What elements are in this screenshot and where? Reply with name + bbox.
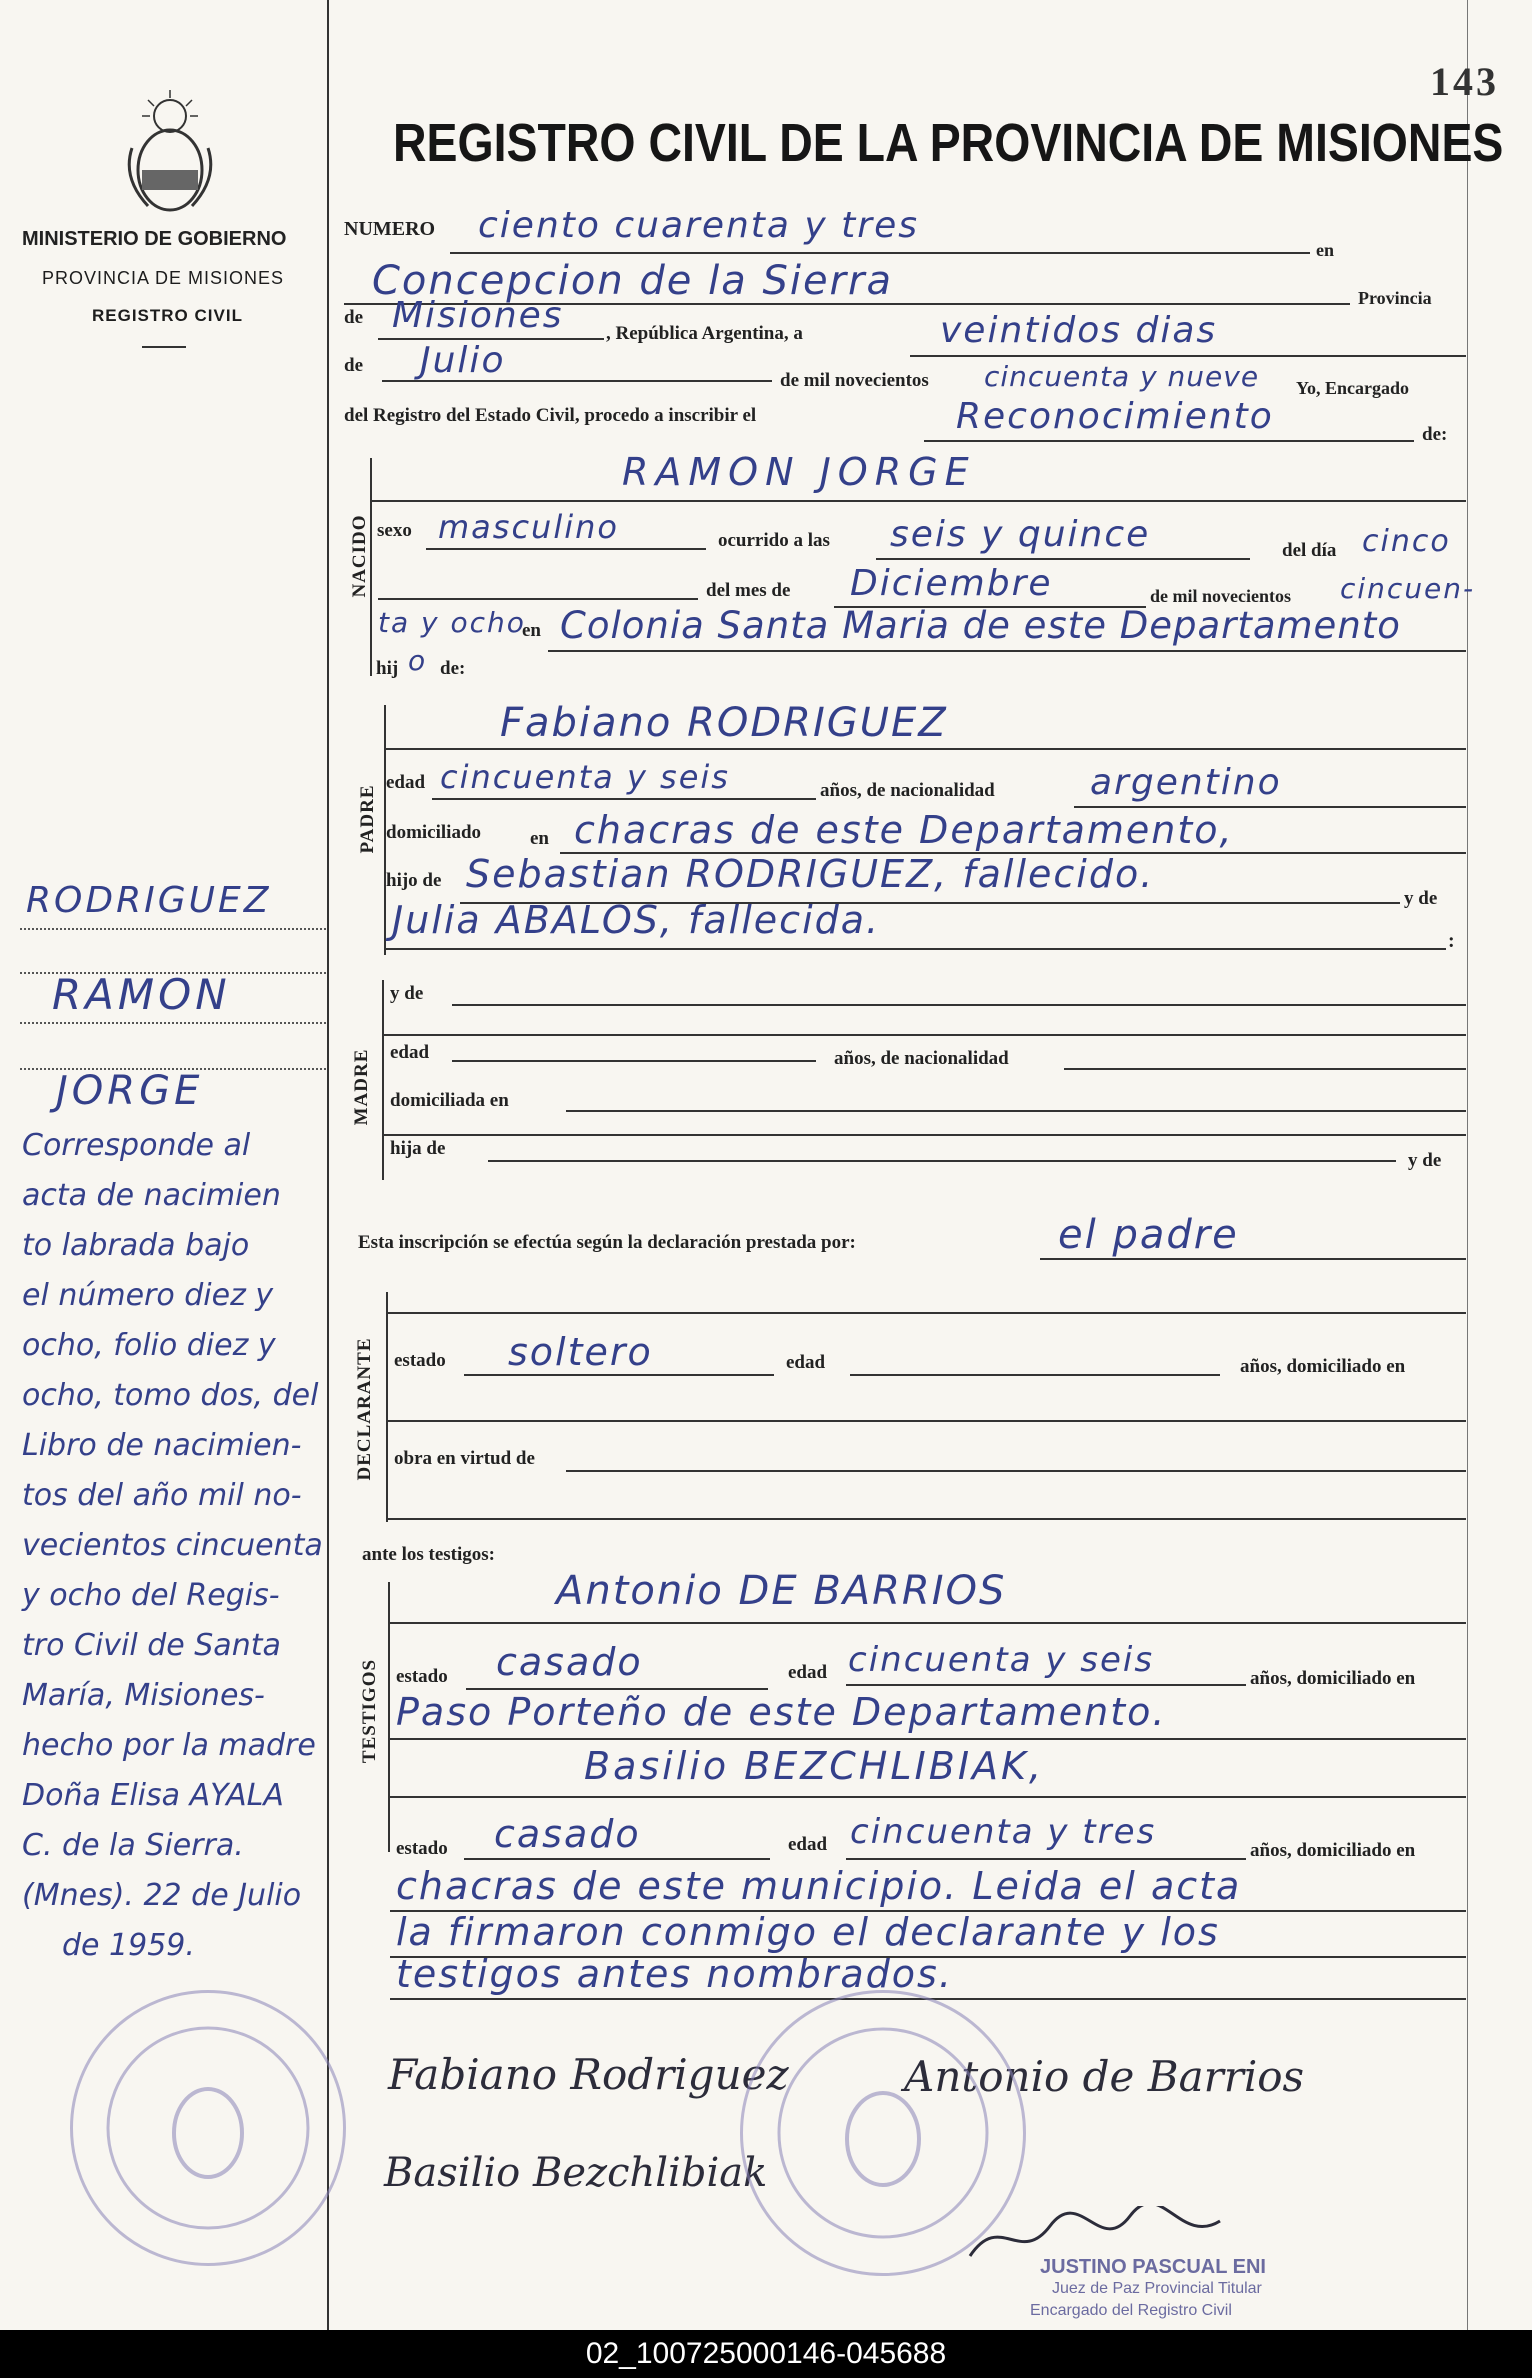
label-madre-y-de-2: y de	[1408, 1150, 1442, 1171]
line-testigo1-nombre	[390, 1622, 1466, 1624]
entry-padre-domicilio: chacras de este Departamento,	[574, 808, 1234, 852]
entry-testigo1-estado: casado	[496, 1640, 643, 1684]
label-nacido: NACIDO	[349, 514, 370, 598]
label-padre-hijo-de: hijo de	[386, 870, 442, 891]
label-de-2b: de:	[440, 658, 466, 679]
entry-nombre: RAMON JORGE	[622, 450, 976, 494]
entry-testigo1-edad: cincuenta y seis	[848, 1640, 1155, 1680]
label-declarante-estado: estado	[394, 1350, 446, 1371]
coat-of-arms-emblem	[118, 88, 222, 218]
line-obra	[566, 1470, 1466, 1472]
label-testigo2-dom: años, domiciliado en	[1250, 1840, 1416, 1861]
label-madre-nac: años, de nacionalidad	[834, 1048, 1009, 1069]
ministry-province: PROVINCIA DE MISIONES	[42, 268, 285, 288]
label-de-mil: de mil novecientos	[780, 370, 929, 391]
image-id-footer: 02_100725000146-045688	[0, 2330, 1532, 2378]
margin-rule	[327, 0, 329, 2330]
label-provincia: Provincia	[1358, 288, 1432, 308]
label-de-colon: de:	[1422, 424, 1448, 445]
label-republica: , República Argentina, a	[606, 323, 803, 344]
ministry-divider	[142, 346, 186, 348]
label-padre: PADRE	[357, 784, 378, 854]
label-del-mes: del mes de	[706, 580, 791, 601]
label-en-2: en	[522, 620, 541, 641]
entry-testigo1-nombre: Antonio DE BARRIOS	[556, 1568, 1007, 1614]
document-title: REGISTRO CIVIL DE LA PROVINCIA DE MISIONES	[393, 113, 1504, 173]
entry-mes-nac: Diciembre	[850, 563, 1053, 604]
label-padre-nac: años, de nacionalidad	[820, 780, 995, 801]
entry-padre-edad: cincuenta y seis	[440, 758, 730, 796]
margin-line: de 1959.	[62, 1928, 195, 1963]
entry-declarante: el padre	[1058, 1212, 1239, 1258]
line-declarante-dom	[388, 1420, 1466, 1422]
margin-line: ocho, tomo dos, del	[22, 1378, 319, 1413]
line-declarante-estado	[464, 1374, 774, 1376]
label-testigo1-estado: estado	[396, 1666, 448, 1687]
label-padre-domicilio: domiciliado	[386, 822, 482, 843]
page-number: 143	[1430, 59, 1499, 104]
margin-surname: RODRIGUEZ	[26, 880, 272, 921]
margin-line: vecientos cincuenta	[22, 1528, 323, 1563]
official-stamp-title: Juez de Paz Provincial Titular	[1052, 2280, 1262, 2297]
label-testigo2-edad: edad	[788, 1834, 828, 1855]
madre-bracket	[382, 980, 384, 1180]
line-nombre	[372, 500, 1466, 502]
signature-padre: Fabiano Rodriguez	[388, 2050, 789, 2099]
line-testigo2-estado	[464, 1858, 770, 1860]
entry-declarante-estado: soltero	[508, 1330, 653, 1374]
declarante-bracket	[386, 1292, 388, 1522]
label-madre-domicilio: domiciliada en	[390, 1090, 509, 1111]
entry-padre-nacionalidad: argentino	[1090, 762, 1282, 803]
margin-line: y ocho del Regis-	[22, 1578, 280, 1613]
label-yo: Yo, Encargado	[1296, 378, 1410, 398]
line-madre-edad	[452, 1060, 816, 1062]
registry-stamp-center	[740, 1990, 1026, 2276]
entry-padre-madre: Julia ABALOS, fallecida.	[392, 898, 881, 942]
label-ocurrido: ocurrido a las	[718, 530, 830, 551]
label-declarante-dom: años, domiciliado en	[1240, 1356, 1406, 1377]
line-mes	[382, 380, 772, 382]
line-madre-y-de	[452, 1004, 1466, 1006]
margin-line: (Mnes). 22 de Julio	[22, 1878, 302, 1913]
official-stamp-role: Encargado del Registro Civil	[1030, 2302, 1232, 2319]
entry-cierre-3: testigos antes nombrados.	[396, 1952, 953, 1996]
ministry-registry: REGISTRO CIVIL	[92, 306, 243, 325]
entry-testigo2-edad: cincuenta y tres	[850, 1812, 1157, 1852]
line-madre-domicilio	[566, 1110, 1466, 1112]
line-testigo2-nombre	[390, 1796, 1466, 1798]
signature-testigo1: Antonio de Barrios	[904, 2052, 1305, 2101]
margin-dots-3	[20, 1022, 326, 1024]
entry-anio-nac-2: ta y ocho	[378, 606, 526, 639]
line-lugar-nac	[548, 650, 1466, 652]
signature-testigo2: Basilio Bezchlibiak	[384, 2150, 768, 2196]
label-madre-hija-de: hija de	[390, 1138, 446, 1159]
line-declarante-edad	[850, 1374, 1220, 1376]
entry-hijo-suffix: o	[408, 644, 428, 677]
line-numero	[450, 252, 1310, 254]
line-declarante-nombre	[388, 1312, 1466, 1314]
margin-name-1: RAMON	[52, 970, 231, 1019]
line-padre-madre	[386, 948, 1446, 950]
margin-line: tos del año mil no-	[22, 1478, 302, 1513]
entry-provincia: Misiones	[392, 295, 564, 336]
margin-line: Corresponde al	[22, 1128, 251, 1163]
label-ante: ante los testigos:	[362, 1544, 495, 1565]
margin-line: ocho, folio diez y	[22, 1328, 276, 1363]
margin-line: Doña Elisa AYALA	[22, 1778, 284, 1813]
margin-line: el número diez y	[22, 1278, 274, 1313]
label-padre-y-de: y de	[1404, 888, 1438, 909]
line-testigo1-edad	[846, 1684, 1246, 1686]
entry-mes: Julio	[420, 340, 506, 381]
margin-line: to labrada bajo	[22, 1228, 250, 1263]
entry-cierre-2: la firmaron conmigo el declarante y los	[396, 1910, 1220, 1954]
label-sexo: sexo	[377, 520, 412, 541]
margin-line: acta de nacimien	[22, 1178, 281, 1213]
label-hijo: hij	[376, 658, 399, 679]
line-dia-nac	[378, 598, 698, 600]
line-madre-nombre	[384, 1034, 1466, 1036]
label-en: en	[1316, 240, 1334, 260]
margin-line: hecho por la madre	[22, 1728, 316, 1763]
entry-anio-nac-1: cincuen-	[1340, 572, 1476, 605]
entry-testigo1-domicilio: Paso Porteño de este Departamento.	[396, 1690, 1167, 1734]
label-padre-edad: edad	[386, 772, 426, 793]
label-numero: NUMERO	[344, 218, 436, 240]
entry-numero: ciento cuarenta y tres	[478, 205, 919, 246]
label-del-dia: del día	[1282, 540, 1337, 561]
label-testigo2-estado: estado	[396, 1838, 448, 1859]
entry-dia-nac: cinco	[1362, 524, 1451, 559]
line-padre-edad	[432, 798, 816, 800]
line-sexo	[426, 548, 706, 550]
margin-line: Libro de nacimien-	[22, 1428, 302, 1463]
label-declarante-edad: edad	[786, 1352, 826, 1373]
right-edge-rule	[1467, 0, 1468, 2330]
label-registro: del Registro del Estado Civil, procedo a inscribir el	[344, 405, 757, 426]
margin-line: María, Misiones-	[22, 1678, 265, 1713]
entry-acto: Reconocimiento	[956, 396, 1274, 437]
entry-dia: veintidos dias	[940, 310, 1218, 351]
entry-lugar-nac: Colonia Santa Maria de este Departamento	[560, 604, 1401, 647]
label-madre-y-de: y de	[390, 983, 424, 1004]
official-stamp-name: JUSTINO PASCUAL ENI	[1040, 2256, 1266, 2278]
margin-dots-1	[20, 928, 326, 930]
ministry-name: MINISTERIO DE GOBIERNO	[22, 228, 287, 250]
line-hora	[876, 558, 1250, 560]
label-testigo1-dom: años, domiciliado en	[1250, 1668, 1416, 1689]
line-obra-2	[388, 1518, 1466, 1520]
line-dia	[910, 355, 1466, 357]
line-acto	[924, 440, 1414, 442]
label-testigo1-edad: edad	[788, 1662, 828, 1683]
line-testigo2-edad	[846, 1858, 1246, 1860]
line-declarante	[1040, 1258, 1466, 1260]
label-madre: MADRE	[351, 1048, 372, 1126]
entry-sexo: masculino	[438, 508, 619, 546]
line-madre-nac	[1064, 1068, 1466, 1070]
label-testigos: TESTIGOS	[359, 1658, 380, 1764]
line-madre-hija-de	[488, 1160, 1396, 1162]
label-de-2: de	[344, 355, 363, 376]
label-madre-edad: edad	[390, 1042, 430, 1063]
label-colon: :	[1448, 930, 1455, 952]
entry-anio: cincuenta y nueve	[984, 360, 1260, 393]
entry-padre-hijo-de: Sebastian RODRIGUEZ, fallecido.	[466, 852, 1155, 896]
label-de-1: de	[344, 307, 363, 328]
label-padre-en: en	[530, 828, 549, 849]
label-de-mil-2: de mil novecientos	[1150, 586, 1291, 606]
line-padre-nombre	[386, 748, 1466, 750]
entry-lugar: Concepcion de la Sierra	[372, 258, 893, 304]
margin-name-2: JORGE	[56, 1068, 204, 1114]
line-madre-domicilio-2	[384, 1134, 1466, 1136]
entry-cierre-1: chacras de este municipio. Leida el acta	[396, 1864, 1242, 1908]
label-declarante: DECLARANTE	[354, 1337, 375, 1481]
entry-testigo2-estado: casado	[494, 1812, 641, 1856]
margin-line: tro Civil de Santa	[22, 1628, 281, 1663]
label-obra: obra en virtud de	[394, 1448, 535, 1469]
entry-testigo2-nombre: Basilio BEZCHLIBIAK,	[584, 1744, 1045, 1788]
registry-stamp-left	[70, 1990, 346, 2266]
label-inscripcion: Esta inscripción se efectúa según la declaración prestada por:	[358, 1232, 856, 1253]
margin-line: C. de la Sierra.	[22, 1828, 244, 1863]
entry-padre-nombre: Fabiano RODRIGUEZ	[500, 700, 948, 746]
line-testigo1-domicilio	[390, 1738, 1466, 1740]
entry-hora: seis y quince	[890, 514, 1151, 555]
